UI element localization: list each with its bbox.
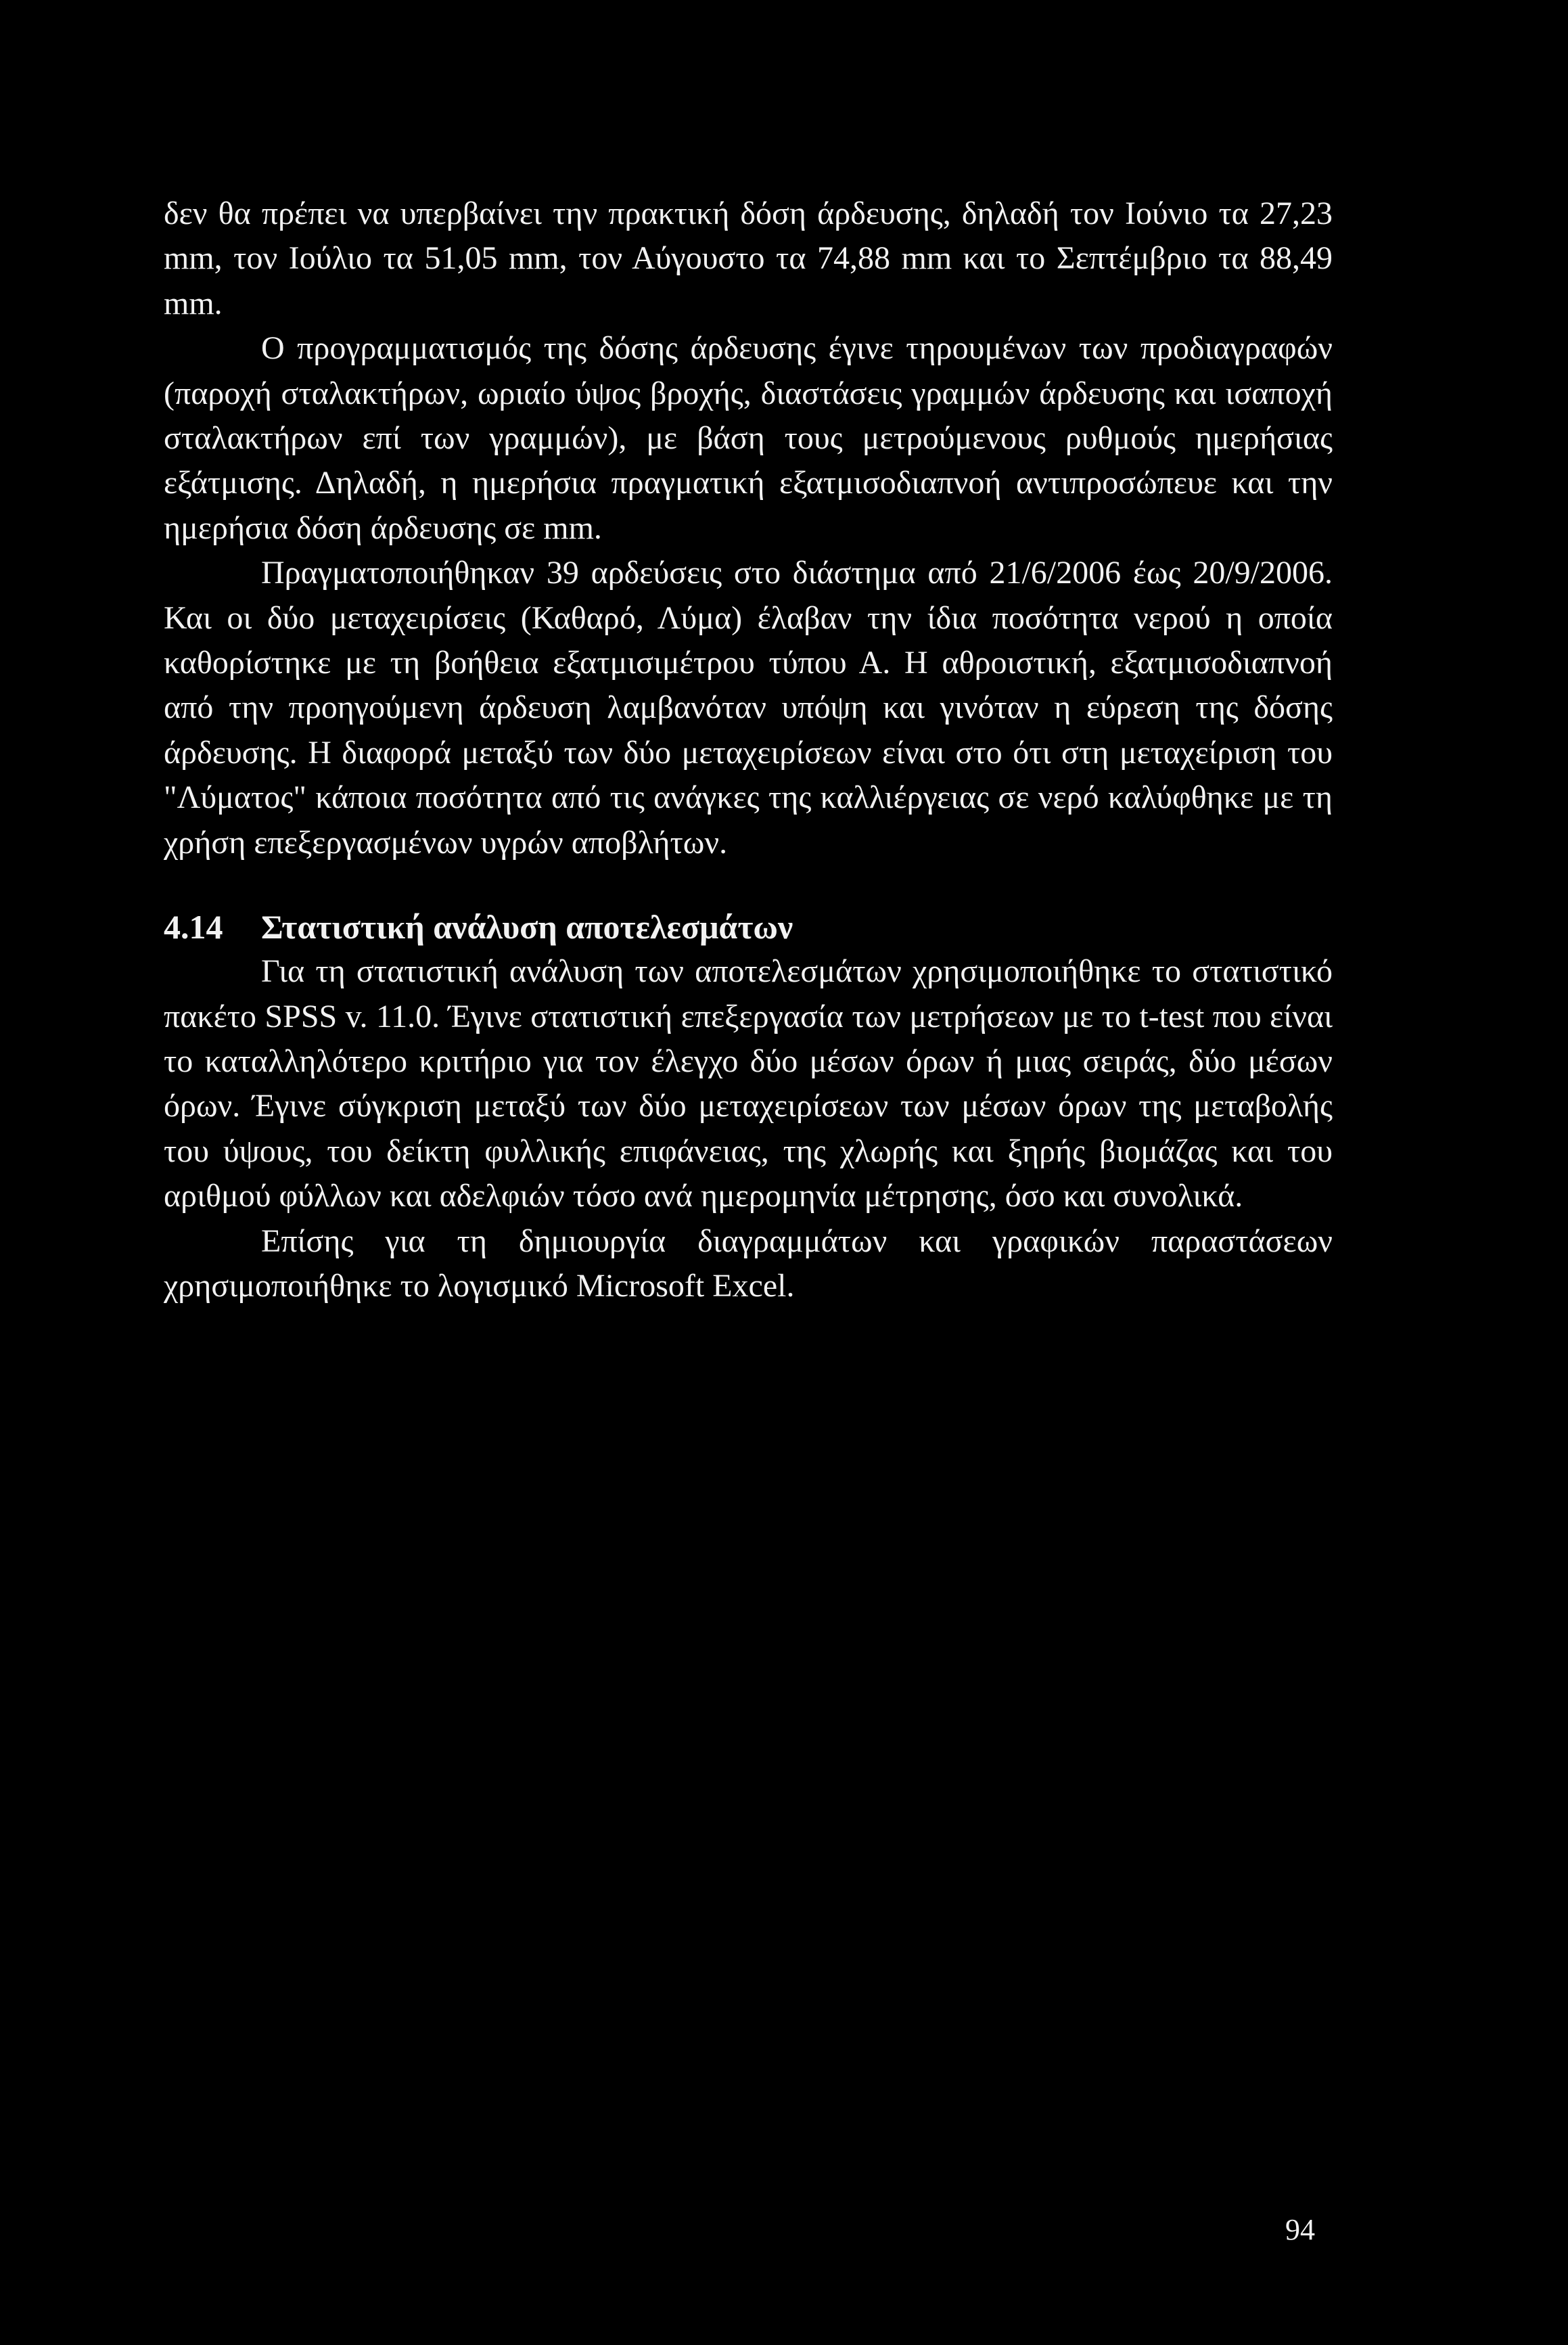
paragraph-dose-limits: δεν θα πρέπει να υπερβαίνει την πρακτική δόση άρδευσης, δηλαδή τον Ιούνιο τα 27,23 mm, τον Ιούλιο τα 51,05 mm, τον Αύγουστο τα 74,88 mm και το Σεπτέμβριο τα 88,49 mm. — [164, 196, 1333, 321]
document-page — [164, 191, 1333, 1308]
section-heading — [164, 905, 1333, 949]
section-title: Στατιστική ανάλυση αποτελεσμάτων — [261, 908, 793, 947]
paragraph-irrigation-scheduling: Ο προγραμματισμός της δόσης άρδευσης έγινε τηρουμένων των προδιαγραφών (παροχή σταλακτήρων, ωριαίο ύψος βροχής, διαστάσεις γραμμών άρδευσης και ισαποχή σταλακτήρων επί των γραμμών), με βάση τους μετρούμενους ρυθμούς ημερήσιας εξάτμισης. Δηλαδή, η ημερήσια πραγματική εξατμισοδιαπνοή αντιπροσώπευε και την ημερήσια δόση άρδευσης σε mm. — [164, 330, 1333, 546]
page-number: 94 — [1285, 2213, 1315, 2246]
paragraph-excel-charts: Επίσης για τη δημιουργία διαγραμμάτων και γραφικών παραστάσεων χρησιμοποιήθηκε το λογισμικό Microsoft Excel. — [164, 1223, 1333, 1304]
section-number: 4.14 — [164, 908, 223, 947]
paragraph-statistical-analysis: Για τη στατιστική ανάλυση των αποτελεσμάτων χρησιμοποιήθηκε το στατιστικό πακέτο SPSS v. 11.0. Έγινε στατιστική επεξεργασία των μετρήσεων με το t-test που είναι το καταλληλότερο κριτήριο για τον έλεγχο δύο μέσων όρων ή μιας σειράς, δύο μέσων όρων. Έγινε σύγκριση μεταξύ των δύο μεταχειρίσεων των μέσων όρων της μεταβολής του ύψους, του δείκτη φυλλικής επιφάνειας, της χλωρής και ξηρής βιομάζας και του αριθμού φύλλων και αδελφιών τόσο ανά ημερομηνία μέτρησης, όσο και συνολικά. — [164, 953, 1333, 1214]
paragraph-irrigation-events: Πραγματοποιήθηκαν 39 αρδεύσεις στο διάστημα από 21/6/2006 έως 20/9/2006. Και οι δύο μεταχειρίσεις (Καθαρό, Λύμα) έλαβαν την ίδια ποσότητα νερού η οποία καθορίστηκε με τη βοήθεια εξατμισιμέτρου τύπου Α. Η αθροιστική, εξατμισοδιαπνοή από την προηγούμενη άρδευση λαμβανόταν υπόψη και γινόταν η εύρεση της δόσης άρδευσης. Η διαφορά μεταξύ των δύο μεταχειρίσεων είναι στο ότι στη μεταχείριση του "Λύματος" κάποια ποσότητα από τις ανάγκες της καλλιέργειας σε νερό καλύφθηκε με τη χρήση επεξεργασμένων υγρών αποβλήτων. — [164, 555, 1333, 861]
